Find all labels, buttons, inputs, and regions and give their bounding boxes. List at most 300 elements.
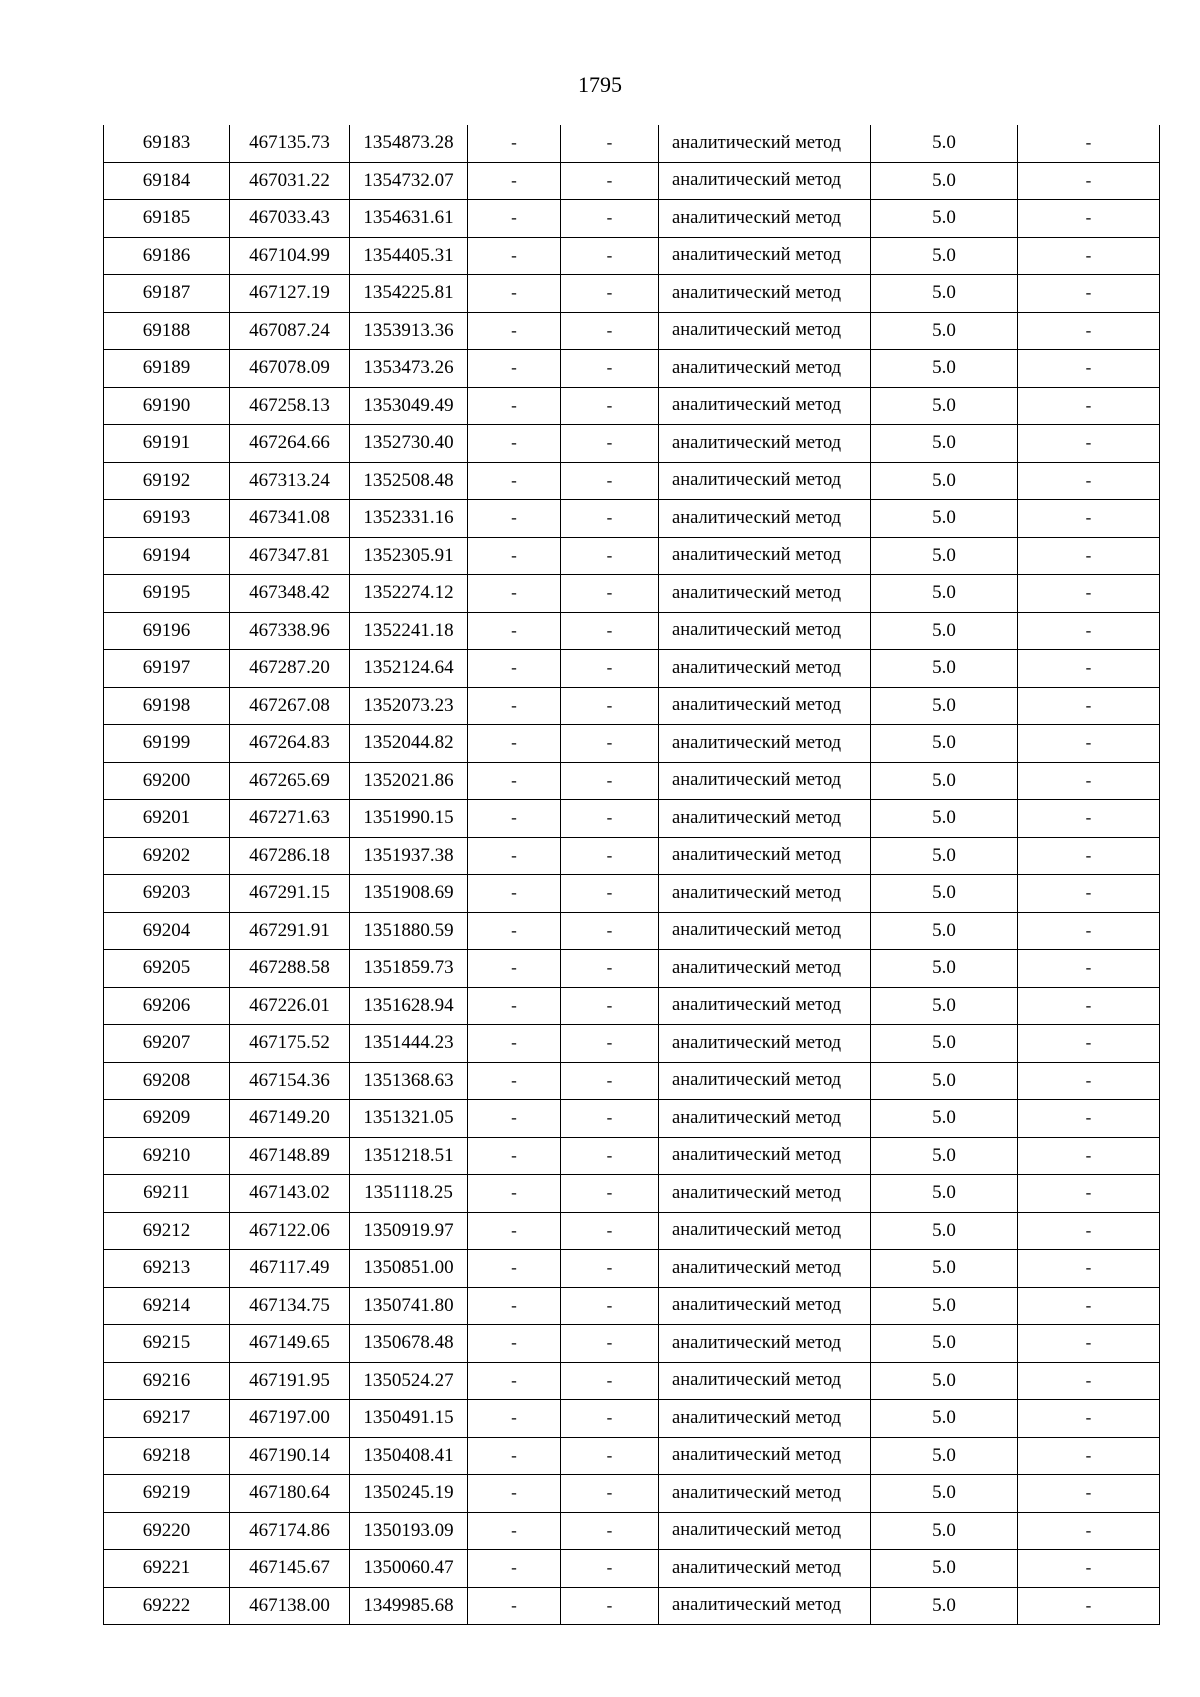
description-cell: -: [1018, 1400, 1160, 1438]
empty-value-cell: -: [561, 687, 659, 725]
description-cell: -: [1018, 125, 1160, 162]
y-coordinate-cell: 1351444.23: [350, 1025, 468, 1063]
accuracy-cell: 5.0: [871, 312, 1018, 350]
y-coordinate-cell: 1351880.59: [350, 912, 468, 950]
empty-value-cell: -: [468, 275, 561, 313]
empty-value-cell: -: [468, 875, 561, 913]
y-coordinate-cell: 1351908.69: [350, 875, 468, 913]
description-cell: -: [1018, 312, 1160, 350]
point-number-cell: 69201: [104, 800, 230, 838]
table-row: [104, 1437, 1160, 1475]
table-row: [104, 1137, 1160, 1175]
description-cell: -: [1018, 537, 1160, 575]
description-cell: -: [1018, 162, 1160, 200]
empty-value-cell: -: [561, 912, 659, 950]
description-cell: -: [1018, 1325, 1160, 1363]
accuracy-cell: 5.0: [871, 575, 1018, 613]
empty-value-cell: -: [561, 875, 659, 913]
empty-value-cell: -: [468, 575, 561, 613]
empty-value-cell: -: [561, 1400, 659, 1438]
x-coordinate-cell: 467154.36: [230, 1062, 350, 1100]
empty-value-cell: -: [561, 1437, 659, 1475]
empty-value-cell: -: [561, 312, 659, 350]
method-cell: аналитический метод: [659, 1475, 871, 1513]
accuracy-cell: 5.0: [871, 650, 1018, 688]
method-cell: аналитический метод: [659, 237, 871, 275]
y-coordinate-cell: 1351218.51: [350, 1137, 468, 1175]
empty-value-cell: -: [561, 1025, 659, 1063]
point-number-cell: 69196: [104, 612, 230, 650]
y-coordinate-cell: 1351990.15: [350, 800, 468, 838]
y-coordinate-cell: 1354225.81: [350, 275, 468, 313]
y-coordinate-cell: 1352730.40: [350, 425, 468, 463]
accuracy-cell: 5.0: [871, 1025, 1018, 1063]
table-row: [104, 1550, 1160, 1588]
x-coordinate-cell: 467104.99: [230, 237, 350, 275]
empty-value-cell: -: [561, 1137, 659, 1175]
accuracy-cell: 5.0: [871, 1287, 1018, 1325]
method-cell: аналитический метод: [659, 162, 871, 200]
empty-value-cell: -: [468, 1587, 561, 1625]
method-cell: аналитический метод: [659, 875, 871, 913]
point-number-cell: 69194: [104, 537, 230, 575]
y-coordinate-cell: 1351368.63: [350, 1062, 468, 1100]
y-coordinate-cell: 1349985.68: [350, 1587, 468, 1625]
y-coordinate-cell: 1350408.41: [350, 1437, 468, 1475]
x-coordinate-cell: 467149.65: [230, 1325, 350, 1363]
method-cell: аналитический метод: [659, 950, 871, 988]
table-row: [104, 687, 1160, 725]
description-cell: -: [1018, 200, 1160, 238]
point-number-cell: 69219: [104, 1475, 230, 1513]
method-cell: аналитический метод: [659, 537, 871, 575]
empty-value-cell: -: [468, 537, 561, 575]
empty-value-cell: -: [561, 762, 659, 800]
empty-value-cell: -: [561, 725, 659, 763]
description-cell: -: [1018, 1175, 1160, 1213]
y-coordinate-cell: 1354631.61: [350, 200, 468, 238]
x-coordinate-cell: 467264.66: [230, 425, 350, 463]
description-cell: -: [1018, 237, 1160, 275]
method-cell: аналитический метод: [659, 1100, 871, 1138]
table-row: [104, 1587, 1160, 1625]
empty-value-cell: -: [561, 987, 659, 1025]
x-coordinate-cell: 467145.67: [230, 1550, 350, 1588]
empty-value-cell: -: [561, 1325, 659, 1363]
point-number-cell: 69222: [104, 1587, 230, 1625]
y-coordinate-cell: 1353049.49: [350, 387, 468, 425]
x-coordinate-cell: 467286.18: [230, 837, 350, 875]
empty-value-cell: -: [561, 350, 659, 388]
table-row: [104, 575, 1160, 613]
table-body: [104, 125, 1160, 1625]
x-coordinate-cell: 467087.24: [230, 312, 350, 350]
table-row: [104, 162, 1160, 200]
x-coordinate-cell: 467138.00: [230, 1587, 350, 1625]
empty-value-cell: -: [468, 687, 561, 725]
point-number-cell: 69192: [104, 462, 230, 500]
accuracy-cell: 5.0: [871, 200, 1018, 238]
description-cell: -: [1018, 1550, 1160, 1588]
empty-value-cell: -: [561, 1250, 659, 1288]
table-row: [104, 1025, 1160, 1063]
method-cell: аналитический метод: [659, 762, 871, 800]
empty-value-cell: -: [468, 425, 561, 463]
empty-value-cell: -: [468, 912, 561, 950]
x-coordinate-cell: 467122.06: [230, 1212, 350, 1250]
empty-value-cell: -: [468, 1025, 561, 1063]
empty-value-cell: -: [561, 500, 659, 538]
y-coordinate-cell: 1352241.18: [350, 612, 468, 650]
x-coordinate-cell: 467148.89: [230, 1137, 350, 1175]
table-row: [104, 875, 1160, 913]
x-coordinate-cell: 467348.42: [230, 575, 350, 613]
method-cell: аналитический метод: [659, 1587, 871, 1625]
empty-value-cell: -: [468, 1212, 561, 1250]
x-coordinate-cell: 467191.95: [230, 1362, 350, 1400]
empty-value-cell: -: [468, 1437, 561, 1475]
empty-value-cell: -: [561, 1362, 659, 1400]
description-cell: -: [1018, 425, 1160, 463]
empty-value-cell: -: [468, 1062, 561, 1100]
x-coordinate-cell: 467078.09: [230, 350, 350, 388]
method-cell: аналитический метод: [659, 275, 871, 313]
x-coordinate-cell: 467265.69: [230, 762, 350, 800]
empty-value-cell: -: [468, 237, 561, 275]
empty-value-cell: -: [468, 650, 561, 688]
table-row: [104, 200, 1160, 238]
empty-value-cell: -: [468, 1550, 561, 1588]
point-number-cell: 69207: [104, 1025, 230, 1063]
accuracy-cell: 5.0: [871, 1062, 1018, 1100]
empty-value-cell: -: [468, 125, 561, 162]
description-cell: -: [1018, 500, 1160, 538]
table-row: [104, 800, 1160, 838]
accuracy-cell: 5.0: [871, 725, 1018, 763]
description-cell: -: [1018, 462, 1160, 500]
empty-value-cell: -: [561, 575, 659, 613]
x-coordinate-cell: 467190.14: [230, 1437, 350, 1475]
x-coordinate-cell: 467127.19: [230, 275, 350, 313]
y-coordinate-cell: 1351118.25: [350, 1175, 468, 1213]
accuracy-cell: 5.0: [871, 1475, 1018, 1513]
description-cell: -: [1018, 275, 1160, 313]
accuracy-cell: 5.0: [871, 1100, 1018, 1138]
table-row: [104, 1325, 1160, 1363]
y-coordinate-cell: 1350193.09: [350, 1512, 468, 1550]
accuracy-cell: 5.0: [871, 1362, 1018, 1400]
y-coordinate-cell: 1352305.91: [350, 537, 468, 575]
description-cell: -: [1018, 350, 1160, 388]
description-cell: -: [1018, 987, 1160, 1025]
empty-value-cell: -: [561, 425, 659, 463]
table-row: [104, 950, 1160, 988]
description-cell: -: [1018, 800, 1160, 838]
accuracy-cell: 5.0: [871, 837, 1018, 875]
empty-value-cell: -: [468, 612, 561, 650]
empty-value-cell: -: [561, 387, 659, 425]
table-row: [104, 237, 1160, 275]
point-number-cell: 69193: [104, 500, 230, 538]
table-row: [104, 912, 1160, 950]
x-coordinate-cell: 467197.00: [230, 1400, 350, 1438]
y-coordinate-cell: 1352073.23: [350, 687, 468, 725]
empty-value-cell: -: [468, 762, 561, 800]
point-number-cell: 69206: [104, 987, 230, 1025]
empty-value-cell: -: [561, 1100, 659, 1138]
accuracy-cell: 5.0: [871, 537, 1018, 575]
point-number-cell: 69214: [104, 1287, 230, 1325]
x-coordinate-cell: 467288.58: [230, 950, 350, 988]
description-cell: -: [1018, 612, 1160, 650]
x-coordinate-cell: 467175.52: [230, 1025, 350, 1063]
accuracy-cell: 5.0: [871, 800, 1018, 838]
point-number-cell: 69185: [104, 200, 230, 238]
table-row: [104, 612, 1160, 650]
empty-value-cell: -: [561, 1512, 659, 1550]
method-cell: аналитический метод: [659, 612, 871, 650]
method-cell: аналитический метод: [659, 1212, 871, 1250]
point-number-cell: 69213: [104, 1250, 230, 1288]
description-cell: -: [1018, 650, 1160, 688]
point-number-cell: 69221: [104, 1550, 230, 1588]
page-number: 1795: [578, 72, 622, 97]
empty-value-cell: -: [468, 800, 561, 838]
empty-value-cell: -: [561, 1587, 659, 1625]
description-cell: -: [1018, 1287, 1160, 1325]
point-number-cell: 69189: [104, 350, 230, 388]
empty-value-cell: -: [468, 950, 561, 988]
empty-value-cell: -: [468, 350, 561, 388]
point-number-cell: 69209: [104, 1100, 230, 1138]
table-row: [104, 837, 1160, 875]
empty-value-cell: -: [468, 1325, 561, 1363]
accuracy-cell: 5.0: [871, 1512, 1018, 1550]
description-cell: -: [1018, 875, 1160, 913]
description-cell: -: [1018, 1475, 1160, 1513]
y-coordinate-cell: 1352124.64: [350, 650, 468, 688]
accuracy-cell: 5.0: [871, 1400, 1018, 1438]
empty-value-cell: -: [561, 125, 659, 162]
method-cell: аналитический метод: [659, 912, 871, 950]
point-number-cell: 69199: [104, 725, 230, 763]
description-cell: -: [1018, 1587, 1160, 1625]
empty-value-cell: -: [468, 1362, 561, 1400]
method-cell: аналитический метод: [659, 987, 871, 1025]
accuracy-cell: 5.0: [871, 687, 1018, 725]
description-cell: -: [1018, 1062, 1160, 1100]
point-number-cell: 69220: [104, 1512, 230, 1550]
empty-value-cell: -: [468, 1100, 561, 1138]
description-cell: -: [1018, 837, 1160, 875]
point-number-cell: 69212: [104, 1212, 230, 1250]
accuracy-cell: 5.0: [871, 762, 1018, 800]
x-coordinate-cell: 467267.08: [230, 687, 350, 725]
accuracy-cell: 5.0: [871, 387, 1018, 425]
table-row: [104, 1287, 1160, 1325]
point-number-cell: 69205: [104, 950, 230, 988]
method-cell: аналитический метод: [659, 125, 871, 162]
empty-value-cell: -: [561, 537, 659, 575]
description-cell: -: [1018, 1100, 1160, 1138]
x-coordinate-cell: 467143.02: [230, 1175, 350, 1213]
accuracy-cell: 5.0: [871, 1587, 1018, 1625]
point-number-cell: 69216: [104, 1362, 230, 1400]
table-row: [104, 1250, 1160, 1288]
description-cell: -: [1018, 1512, 1160, 1550]
accuracy-cell: 5.0: [871, 275, 1018, 313]
description-cell: -: [1018, 687, 1160, 725]
point-number-cell: 69211: [104, 1175, 230, 1213]
method-cell: аналитический метод: [659, 800, 871, 838]
empty-value-cell: -: [561, 200, 659, 238]
empty-value-cell: -: [561, 950, 659, 988]
method-cell: аналитический метод: [659, 350, 871, 388]
method-cell: аналитический метод: [659, 1287, 871, 1325]
empty-value-cell: -: [468, 1175, 561, 1213]
x-coordinate-cell: 467134.75: [230, 1287, 350, 1325]
point-number-cell: 69204: [104, 912, 230, 950]
point-number-cell: 69188: [104, 312, 230, 350]
description-cell: -: [1018, 1137, 1160, 1175]
empty-value-cell: -: [468, 1475, 561, 1513]
y-coordinate-cell: 1350491.15: [350, 1400, 468, 1438]
method-cell: аналитический метод: [659, 650, 871, 688]
accuracy-cell: 5.0: [871, 425, 1018, 463]
description-cell: -: [1018, 762, 1160, 800]
description-cell: -: [1018, 1025, 1160, 1063]
table-row: [104, 1212, 1160, 1250]
empty-value-cell: -: [468, 837, 561, 875]
table-row: [104, 987, 1160, 1025]
method-cell: аналитический метод: [659, 1362, 871, 1400]
x-coordinate-cell: 467258.13: [230, 387, 350, 425]
method-cell: аналитический метод: [659, 387, 871, 425]
empty-value-cell: -: [468, 387, 561, 425]
accuracy-cell: 5.0: [871, 875, 1018, 913]
method-cell: аналитический метод: [659, 725, 871, 763]
table-row: [104, 350, 1160, 388]
table-row: [104, 537, 1160, 575]
method-cell: аналитический метод: [659, 1512, 871, 1550]
accuracy-cell: 5.0: [871, 1437, 1018, 1475]
description-cell: -: [1018, 1250, 1160, 1288]
point-number-cell: 69202: [104, 837, 230, 875]
y-coordinate-cell: 1351628.94: [350, 987, 468, 1025]
empty-value-cell: -: [468, 500, 561, 538]
x-coordinate-cell: 467174.86: [230, 1512, 350, 1550]
description-cell: -: [1018, 575, 1160, 613]
empty-value-cell: -: [561, 462, 659, 500]
table-row: [104, 125, 1160, 162]
y-coordinate-cell: 1353913.36: [350, 312, 468, 350]
y-coordinate-cell: 1350678.48: [350, 1325, 468, 1363]
point-number-cell: 69208: [104, 1062, 230, 1100]
y-coordinate-cell: 1352044.82: [350, 725, 468, 763]
accuracy-cell: 5.0: [871, 462, 1018, 500]
empty-value-cell: -: [561, 237, 659, 275]
empty-value-cell: -: [468, 725, 561, 763]
table-row: [104, 387, 1160, 425]
y-coordinate-cell: 1352274.12: [350, 575, 468, 613]
empty-value-cell: -: [468, 312, 561, 350]
table-row: [104, 1100, 1160, 1138]
y-coordinate-cell: 1354732.07: [350, 162, 468, 200]
accuracy-cell: 5.0: [871, 125, 1018, 162]
x-coordinate-cell: 467313.24: [230, 462, 350, 500]
method-cell: аналитический метод: [659, 200, 871, 238]
y-coordinate-cell: 1351937.38: [350, 837, 468, 875]
y-coordinate-cell: 1352508.48: [350, 462, 468, 500]
point-number-cell: 69184: [104, 162, 230, 200]
empty-value-cell: -: [468, 987, 561, 1025]
x-coordinate-cell: 467031.22: [230, 162, 350, 200]
x-coordinate-cell: 467135.73: [230, 125, 350, 162]
point-number-cell: 69218: [104, 1437, 230, 1475]
y-coordinate-cell: 1350060.47: [350, 1550, 468, 1588]
empty-value-cell: -: [561, 1475, 659, 1513]
method-cell: аналитический метод: [659, 1025, 871, 1063]
table-row: [104, 1475, 1160, 1513]
method-cell: аналитический метод: [659, 425, 871, 463]
empty-value-cell: -: [561, 800, 659, 838]
empty-value-cell: -: [468, 1287, 561, 1325]
point-number-cell: 69200: [104, 762, 230, 800]
point-number-cell: 69191: [104, 425, 230, 463]
table-row: [104, 312, 1160, 350]
method-cell: аналитический метод: [659, 1325, 871, 1363]
method-cell: аналитический метод: [659, 687, 871, 725]
x-coordinate-cell: 467347.81: [230, 537, 350, 575]
point-number-cell: 69190: [104, 387, 230, 425]
description-cell: -: [1018, 1437, 1160, 1475]
x-coordinate-cell: 467291.15: [230, 875, 350, 913]
accuracy-cell: 5.0: [871, 1550, 1018, 1588]
coordinates-table: [103, 125, 1160, 1625]
x-coordinate-cell: 467291.91: [230, 912, 350, 950]
table-row: [104, 1175, 1160, 1213]
point-number-cell: 69197: [104, 650, 230, 688]
method-cell: аналитический метод: [659, 312, 871, 350]
description-cell: -: [1018, 950, 1160, 988]
table-row: [104, 762, 1160, 800]
description-cell: -: [1018, 1362, 1160, 1400]
empty-value-cell: -: [561, 1062, 659, 1100]
table-row: [104, 500, 1160, 538]
empty-value-cell: -: [468, 1512, 561, 1550]
x-coordinate-cell: 467341.08: [230, 500, 350, 538]
point-number-cell: 69187: [104, 275, 230, 313]
accuracy-cell: 5.0: [871, 1250, 1018, 1288]
accuracy-cell: 5.0: [871, 1212, 1018, 1250]
y-coordinate-cell: 1353473.26: [350, 350, 468, 388]
x-coordinate-cell: 467117.49: [230, 1250, 350, 1288]
point-number-cell: 69210: [104, 1137, 230, 1175]
method-cell: аналитический метод: [659, 1400, 871, 1438]
method-cell: аналитический метод: [659, 1550, 871, 1588]
table-row: [104, 1400, 1160, 1438]
method-cell: аналитический метод: [659, 1250, 871, 1288]
table-row: [104, 462, 1160, 500]
method-cell: аналитический метод: [659, 1175, 871, 1213]
point-number-cell: 69203: [104, 875, 230, 913]
accuracy-cell: 5.0: [871, 1175, 1018, 1213]
y-coordinate-cell: 1350741.80: [350, 1287, 468, 1325]
x-coordinate-cell: 467033.43: [230, 200, 350, 238]
point-number-cell: 69195: [104, 575, 230, 613]
accuracy-cell: 5.0: [871, 162, 1018, 200]
accuracy-cell: 5.0: [871, 1137, 1018, 1175]
